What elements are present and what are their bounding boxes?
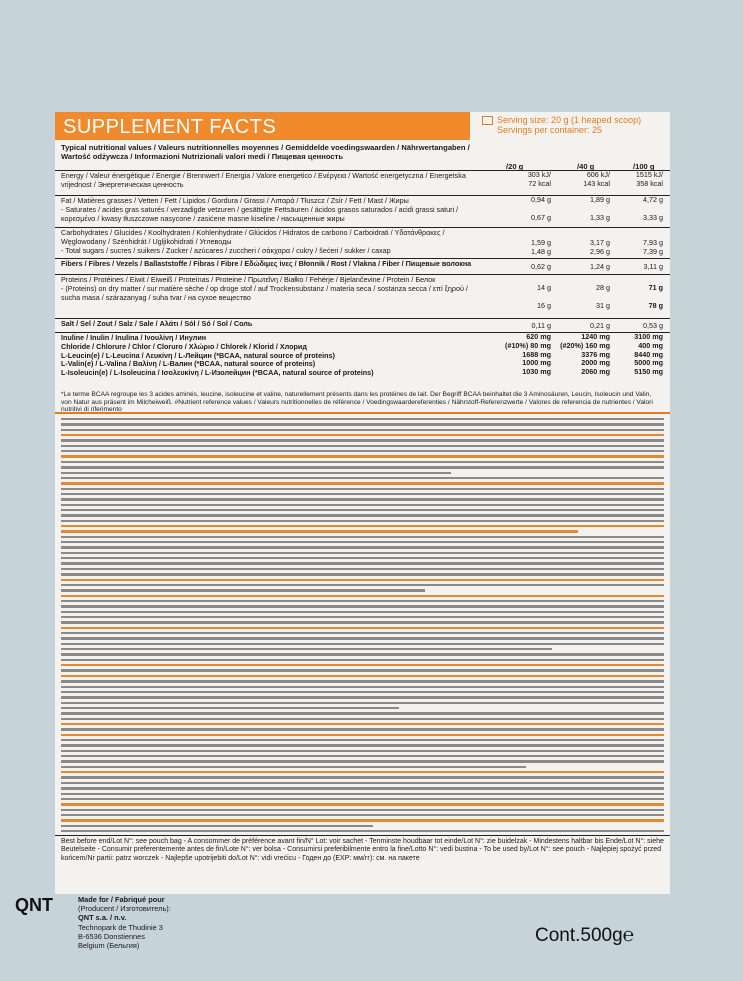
table-row	[55, 332, 670, 380]
row-label: Salt / Sel / Zout / Salz / Sale / Αλάτι / Sól / Só / Sol / Соль	[61, 319, 253, 328]
ingredients-text-line	[61, 568, 664, 570]
ingredients-text-line	[61, 702, 664, 704]
ingredients-text-line	[61, 573, 664, 575]
scoop-icon	[482, 116, 493, 125]
value-20g: 0,62 g	[531, 262, 551, 271]
ingredients-text-line	[61, 472, 451, 474]
ingredients-text-line	[61, 696, 664, 698]
ingredients-text-line	[61, 643, 664, 645]
ingredients-text-line	[61, 739, 664, 741]
ingredients-text-line	[61, 434, 664, 436]
qnt-logo: QNT	[15, 895, 53, 915]
ingredients-text-line	[61, 744, 664, 746]
ingredients-text-line	[61, 455, 664, 457]
value-20g: 0,11 g	[531, 321, 551, 330]
ingredients-text-line	[61, 669, 664, 671]
value-40g: 1,89 g 1,33 g	[590, 195, 610, 222]
ingredients-text-line	[61, 536, 664, 538]
ingredients-text-line	[61, 830, 664, 832]
value-100g: 7,93 g 7,39 g	[643, 238, 663, 256]
ingredients-block	[55, 412, 670, 837]
company-name: QNT s.a. / n.v.	[78, 913, 127, 923]
ingredients-text-line	[61, 525, 664, 527]
value-20g: 620 mg (#10%) 80 mg 1688 mg 1000 mg 1030 mg	[505, 332, 551, 377]
value-100g: 3100 mg 400 mg 8440 mg 5000 mg 5150 mg	[634, 332, 663, 377]
producer-label: (Producent / Изготовитель):	[78, 904, 171, 914]
value-40g: 0,21 g	[590, 321, 610, 330]
ingredients-text-line	[61, 562, 664, 564]
ingredients-text-line	[61, 466, 664, 468]
ingredients-text-line	[61, 509, 664, 511]
row-label: Fat / Matières grasses / Vetten / Fett / Lipidos / Gordura / Grassi / Λιπαρά / Tłuszcz / Zsír / Fett / Mast / Жиры - Saturates / acides gras saturés / verzadigde vetzuren / gesättigte Fettsäuren / ácidos grasos saturados / acidi grassi saturi / κορεσμένα / kwasy tłuszczowe nasycone / zasićene masne kiseline / насыщенные жиры	[61, 196, 459, 223]
table-row	[55, 227, 670, 258]
ingredients-text-line	[61, 776, 664, 778]
ingredients-text-line	[61, 707, 399, 709]
ingredients-text-line	[61, 418, 664, 420]
title: SUPPLEMENT FACTS	[63, 116, 277, 138]
value-100g: 1515 kJ/ 358 kcal	[635, 170, 663, 188]
value-40g: 1,24 g	[590, 262, 610, 271]
row-label: Inuline / Inulin / Inulina / Ινουλίνη / Инулин Chloride / Chlorure / Chlor / Cloruro / Χλώριο / Chlorek / Klorid / Хлорид L-Leucin(e) / L-Leucina / Λευκίνη / L-Лейцин (*BCAA, natural source of proteins) L-Valin(e) / L-Valina / Βαλίνη / L-Валин (*BCAA, natural source of proteins) L-Isoleucin(e) / L-Isoleucina / Ισολευκίνη / L-Изолейцин (*BCAA, natural source of proteins)	[61, 333, 374, 378]
value-20g: 14 g 16 g	[537, 283, 551, 310]
ingredients-text-line	[61, 750, 664, 752]
ingredients-text-line	[61, 787, 664, 789]
ingredients-text-line	[61, 584, 664, 586]
ingredients-text-line	[61, 552, 664, 554]
servings-per-container: Servings per container: 25	[497, 125, 603, 136]
ingredients-text-line	[61, 632, 664, 634]
ingredients-text-line	[61, 498, 664, 500]
ingredients-text-line	[61, 546, 664, 548]
ingredients-text-line	[61, 605, 664, 607]
ingredients-text-line	[61, 541, 664, 543]
title-bar	[55, 112, 470, 140]
supplement-facts-panel	[55, 112, 670, 894]
ingredients-text-line	[61, 664, 664, 666]
ingredients-text-line	[61, 819, 664, 821]
ingredients-text-line	[61, 723, 664, 725]
row-label: Proteins / Protéines / Eiwit / Eiweiß / Proteínas / Proteine / Πρωτεΐνη / Białko / Fehérje / Bjelančevine / Protein / Белок - (Proteins) on dry matter / sur matière sèche / op droge stof / auf Trockensubstanz / materia seca / sostanza secca / επί ξηρού / sucha masa / szárazanyag / suha tvar / на сухое вещество	[61, 275, 468, 302]
table-row	[55, 258, 670, 274]
ingredients-text-line	[61, 771, 664, 773]
ingredients-text-line	[61, 760, 664, 762]
table-header-text: Typical nutritional values / Valeurs nutritionnelles moyennes / Gemiddelde voedingswaarden / Nährwertangaben / Wartość odżywcza / Informazioni Nutrizionali valori medi / Пищевая ценность	[61, 143, 470, 161]
row-label: Carbohydrates / Glucides / Koolhydraten / Kohlenhydrate / Glúcidos / Hidratos de carbono / Carboidrati / Υδατάνθρακες / Węglowodany / Szénhidrát / Ugljikohidrati / Углеводы - Total sugars / sucres / suikers / Zucker / azúcares / zuccheri / σάκχαρα / cukry / šećeri / sukker / сахар	[61, 228, 445, 255]
ingredients-text-line	[61, 482, 664, 484]
ingredients-text-line	[61, 814, 664, 816]
ingredients-text-line	[61, 557, 664, 559]
net-weight: Cont.500g℮	[535, 925, 635, 946]
ingredients-text-line	[61, 579, 664, 581]
ingredients-text-line	[61, 621, 664, 623]
best-before-text: Best before end/Lot N°: see pouch bag - A consommer de préférence avant fin/N° Lot: voir sachet - Tenminste houdbaar tot einde/Lot N°: zie buidelzak - Mindestens haltbar bis Ende/Lot N°: siehe Beutelseite - Consumir preferentemente antes de fin/Lote N°: ver bolsa - Consumirsi preferibilmente entro la fine/Lotto N°: vedi bustina - To be used by/Lot N°: see pouch - Najlepiej spożyć przed końcem/Nr partii: patrz worczek - Najlepše upotrijebiti do/Lot N°: vidi vrećicu - Годен до (EXP: мм/гг): см. на пакете	[61, 838, 664, 862]
ingredients-text-line	[61, 675, 664, 677]
ingredients-text-line	[61, 520, 664, 522]
ingredients-text-line	[61, 691, 664, 693]
ingredients-text-line	[61, 653, 664, 655]
value-40g: 3,17 g 2,96 g	[590, 238, 610, 256]
ingredients-text-line	[61, 728, 664, 730]
value-40g: 28 g 31 g	[596, 283, 610, 310]
ingredients-text-line	[61, 766, 526, 768]
ingredients-text-line	[61, 589, 425, 591]
ingredients-text-line	[61, 429, 664, 431]
table-row	[55, 170, 670, 195]
ingredients-text-line	[61, 461, 664, 463]
value-20g: 1,59 g 1,48 g	[531, 238, 551, 256]
ingredients-text-line	[61, 439, 664, 441]
city-address: B-6536 Donstiennes	[78, 931, 145, 941]
table-row	[55, 274, 670, 318]
ingredients-text-line	[61, 825, 373, 827]
ingredients-text-line	[61, 530, 578, 532]
ingredients-text-line	[61, 445, 664, 447]
ingredients-text-line	[61, 600, 664, 602]
ingredients-text-line	[61, 488, 664, 490]
row-label: Fibers / Fibres / Vezels / Ballaststoffe / Fibras / Fibre / Εδώδιμες ίνες / Błonnik / Rost / Vlakna / Fiber / Пищевые волокна	[61, 259, 472, 268]
bcaa-footnote: *Le terme BCAA regroupe les 3 acides aminés, leucine, isoleucine et valine, naturellement présents dans les protéines de lait. Der Begriff BCAA beinhaltet die 3 Aminosäuren, Leucin, Isoleucin und Valin, von Natur aus präsent im Milcheiweiß. #Nutrient reference values / Valeurs nutritionnelles de référence / Voedingswaardereferenties / Nährstoff-Referenzwerte / Valores de referencia de nutrientes / Valori nutritivi di riferimento	[61, 391, 653, 414]
serving-info	[482, 115, 670, 135]
table-row	[55, 318, 670, 332]
ingredients-text-line	[61, 686, 664, 688]
nutrition-table	[55, 170, 670, 380]
ingredients-text-line	[61, 718, 664, 720]
ingredients-text-line	[61, 450, 664, 452]
column-header-40g: /40 g	[577, 162, 595, 171]
made-for-label: Made for / Fabriqué pour	[78, 895, 165, 904]
value-40g: 606 kJ/ 143 kcal	[583, 170, 610, 188]
ingredients-text-line	[61, 680, 664, 682]
ingredients-text-line	[61, 504, 664, 506]
ingredients-text-line	[61, 734, 664, 736]
ingredients-text-line	[61, 637, 664, 639]
value-100g: 3,11 g	[643, 262, 663, 271]
ingredients-text-line	[61, 514, 664, 516]
value-20g: 0,94 g 0,67 g	[531, 195, 551, 222]
ingredients-text-line	[61, 755, 664, 757]
made-for-block	[78, 895, 171, 950]
ingredients-text-line	[61, 803, 664, 805]
ingredients-text-line	[61, 659, 664, 661]
ingredients-text-line	[61, 595, 664, 597]
ingredients-text-line	[61, 712, 664, 714]
value-100g: 4,72 g 3,33 g	[643, 195, 663, 222]
value-40g: 1240 mg (#20%) 160 mg 3376 mg 2000 mg 2060 mg	[560, 332, 610, 377]
value-20g: 303 kJ/ 72 kcal	[527, 170, 551, 188]
ingredients-text-line	[61, 611, 664, 613]
ingredients-text-line	[61, 782, 664, 784]
serving-size: Serving size: 20 g (1 heaped scoop)	[497, 115, 642, 125]
column-header-20g: /20 g	[506, 162, 524, 171]
ingredients-text-line	[61, 616, 664, 618]
ingredients-text-line	[61, 648, 552, 650]
value-100g: 0,53 g	[643, 321, 663, 330]
row-label: Energy / Valeur énergétique / Energie / Brennwert / Energia / Valore energetico / Ενέργεια / Wartość energetyczna / Energetska vrijednost / Энергетическая ценность	[61, 171, 466, 189]
ingredients-text-line	[61, 477, 664, 479]
street-address: Technopark de Thudinie 3	[78, 922, 163, 932]
country: Belgium (Бельгия)	[78, 941, 140, 951]
ingredients-text-line	[61, 493, 664, 495]
ingredients-text-line	[61, 627, 664, 629]
ingredients-text-line	[61, 809, 664, 811]
ingredients-text-line	[61, 798, 664, 800]
best-before-section	[55, 835, 670, 863]
ingredients-text-line	[61, 423, 664, 425]
value-100g: 71 g 78 g	[648, 283, 663, 310]
ingredients-text-line	[61, 793, 664, 795]
table-row	[55, 195, 670, 227]
column-header-100g: /100 g	[633, 162, 655, 171]
